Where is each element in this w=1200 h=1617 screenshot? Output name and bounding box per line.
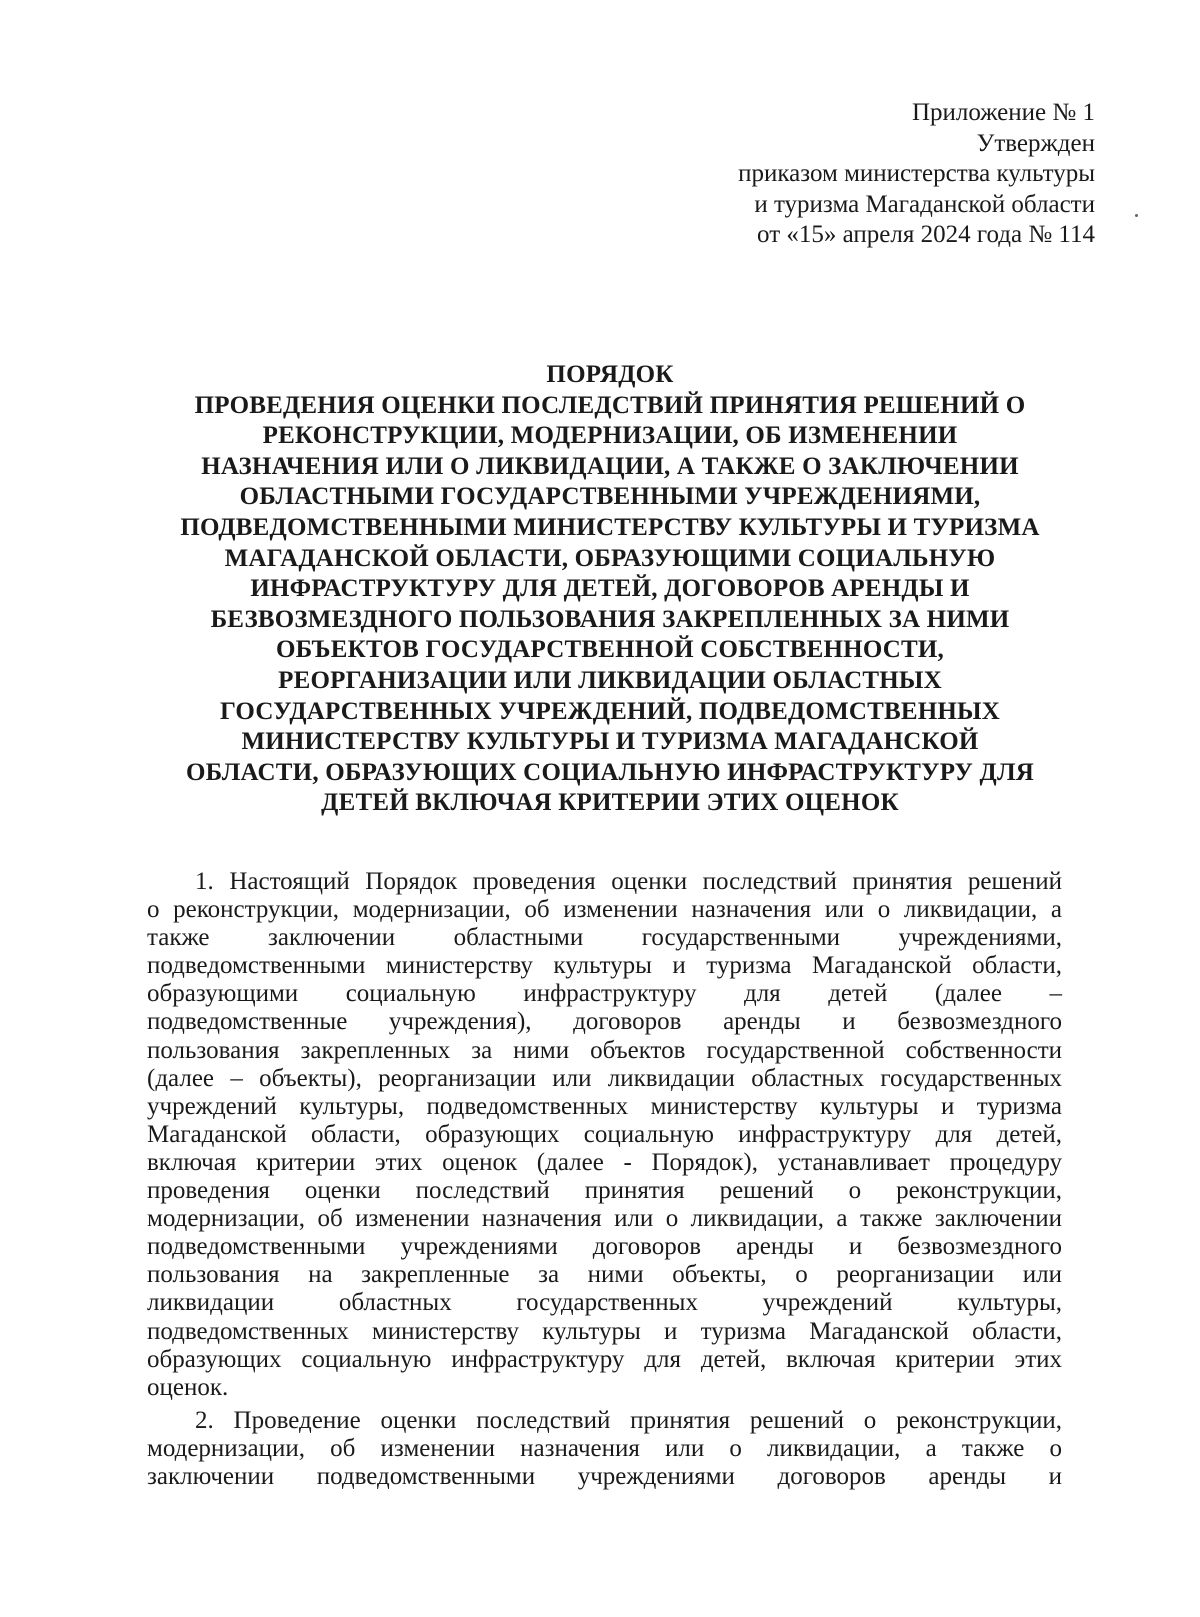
body-line: пользования на закрепленные за ними объекты, о реорганизации или — [147, 1261, 1062, 1289]
title-line: БЕЗВОЗМЕЗДНОГО ПОЛЬЗОВАНИЯ ЗАКРЕПЛЕННЫХ ЗА НИМИ — [210, 605, 1010, 633]
title-line: МАГАДАНСКОЙ ОБЛАСТИ, ОБРАЗУЮЩИМИ СОЦИАЛЬНУЮ — [224, 544, 996, 572]
body-line: модернизации, об изменении назначения или о ликвидации, а также о — [147, 1434, 1062, 1462]
body-line: пользования закрепленных за ними объектов государственной собственности — [147, 1036, 1062, 1064]
body-line: образующими социальную инфраструктуру для детей (далее – — [147, 980, 1062, 1008]
paragraph-1 — [147, 868, 1062, 1402]
title-line: ПОДВЕДОМСТВЕННЫМИ МИНИСТЕРСТВУ КУЛЬТУРЫ И ТУРИЗМА — [180, 513, 1040, 541]
title-line: ПРОВЕДЕНИЯ ОЦЕНКИ ПОСЛЕДСТВИЙ ПРИНЯТИЯ РЕШЕНИЙ О — [194, 391, 1026, 419]
body-line: включая критерии этих оценок (далее - Порядок), устанавливает процедуру — [147, 1148, 1062, 1176]
title-line: РЕОРГАНИЗАЦИИ ИЛИ ЛИКВИДАЦИИ ОБЛАСТНЫХ — [278, 666, 942, 694]
title-line: ДЕТЕЙ ВКЛЮЧАЯ КРИТЕРИИ ЭТИХ ОЦЕНОК — [321, 789, 899, 817]
body-line: 1. Настоящий Порядок проведения оценки последствий принятия решений — [195, 868, 1062, 895]
order-date-number: от «15» апреля 2024 года № 114 — [757, 221, 1095, 248]
body-line: подведомственных министерству культуры и туризма Магаданской области, — [147, 1317, 1062, 1345]
body-line: подведомственными учреждениями договоров аренды и безвозмездного — [147, 1233, 1062, 1261]
scan-speck — [1135, 214, 1138, 217]
document-title — [150, 360, 1070, 819]
appendix-number: Приложение № 1 — [911, 99, 1095, 126]
order-issuer-line-2: и туризма Магаданской области — [754, 190, 1095, 218]
title-line: ИНФРАСТРУКТУРУ ДЛЯ ДЕТЕЙ, ДОГОВОРОВ АРЕНДЫ И — [250, 575, 970, 603]
body-line: проведения оценки последствий принятия решений о реконструкции, — [147, 1177, 1062, 1205]
body-line: подведомственными министерству культуры и туризма Магаданской области, — [147, 952, 1062, 980]
body-line: также заключении областными государственными учреждениями, — [147, 924, 1062, 952]
title-line: НАЗНАЧЕНИЯ ИЛИ О ЛИКВИДАЦИИ, А ТАКЖЕ О ЗАКЛЮЧЕНИИ — [201, 452, 1019, 480]
body-line: модернизации, об изменении назначения или о ликвидации, а также заключении — [147, 1205, 1062, 1233]
title-line: МИНИСТЕРСТВУ КУЛЬТУРЫ И ТУРИЗМА МАГАДАНСКОЙ — [241, 728, 979, 756]
body-line: 2. Проведение оценки последствий принятия решений о реконструкции, — [195, 1406, 1062, 1434]
approval-stamp-block — [738, 98, 1095, 251]
body-line: оценок. — [147, 1373, 229, 1401]
body-line: (далее – объекты), реорганизации или ликвидации областных государственных — [147, 1064, 1062, 1092]
title-line: ОБЛАСТИ, ОБРАЗУЮЩИХ СОЦИАЛЬНУЮ ИНФРАСТРУКТУРУ ДЛЯ — [185, 758, 1035, 786]
body-line: заключении подведомственными учреждениями договоров аренды и — [147, 1462, 1062, 1490]
title-line: ГОСУДАРСТВЕННЫХ УЧРЕЖДЕНИЙ, ПОДВЕДОМСТВЕННЫХ — [219, 697, 1001, 725]
paragraph-2 — [147, 1407, 1062, 1491]
title-line: ОБЛАСТНЫМИ ГОСУДАРСТВЕННЫМИ УЧРЕЖДЕНИЯМИ, — [239, 483, 981, 511]
body-line: Магаданской области, образующих социальную инфраструктуру для детей, — [147, 1120, 1062, 1148]
body-line: о реконструкции, модернизации, об изменении назначения или о ликвидации, а — [147, 896, 1062, 924]
body-line: подведомственные учреждения), договоров аренды и безвозмездного — [147, 1008, 1062, 1036]
order-issuer-line: приказом министерства культуры — [738, 160, 1095, 187]
title-line: РЕКОНСТРУКЦИИ, МОДЕРНИЗАЦИИ, ОБ ИЗМЕНЕНИИ — [262, 422, 958, 450]
document-body — [147, 868, 1062, 1491]
approved-label: Утвержден — [976, 129, 1095, 157]
body-line: учреждений культуры, подведомственных министерству культуры и туризма — [147, 1092, 1062, 1120]
title-line: ПОРЯДОК — [546, 361, 674, 388]
body-line: образующих социальную инфраструктуру для детей, включая критерии этих — [147, 1345, 1062, 1373]
title-line: ОБЪЕКТОВ ГОСУДАРСТВЕННОЙ СОБСТВЕННОСТИ, — [276, 636, 944, 664]
body-line: ликвидации областных государственных учреждений культуры, — [147, 1289, 1062, 1317]
